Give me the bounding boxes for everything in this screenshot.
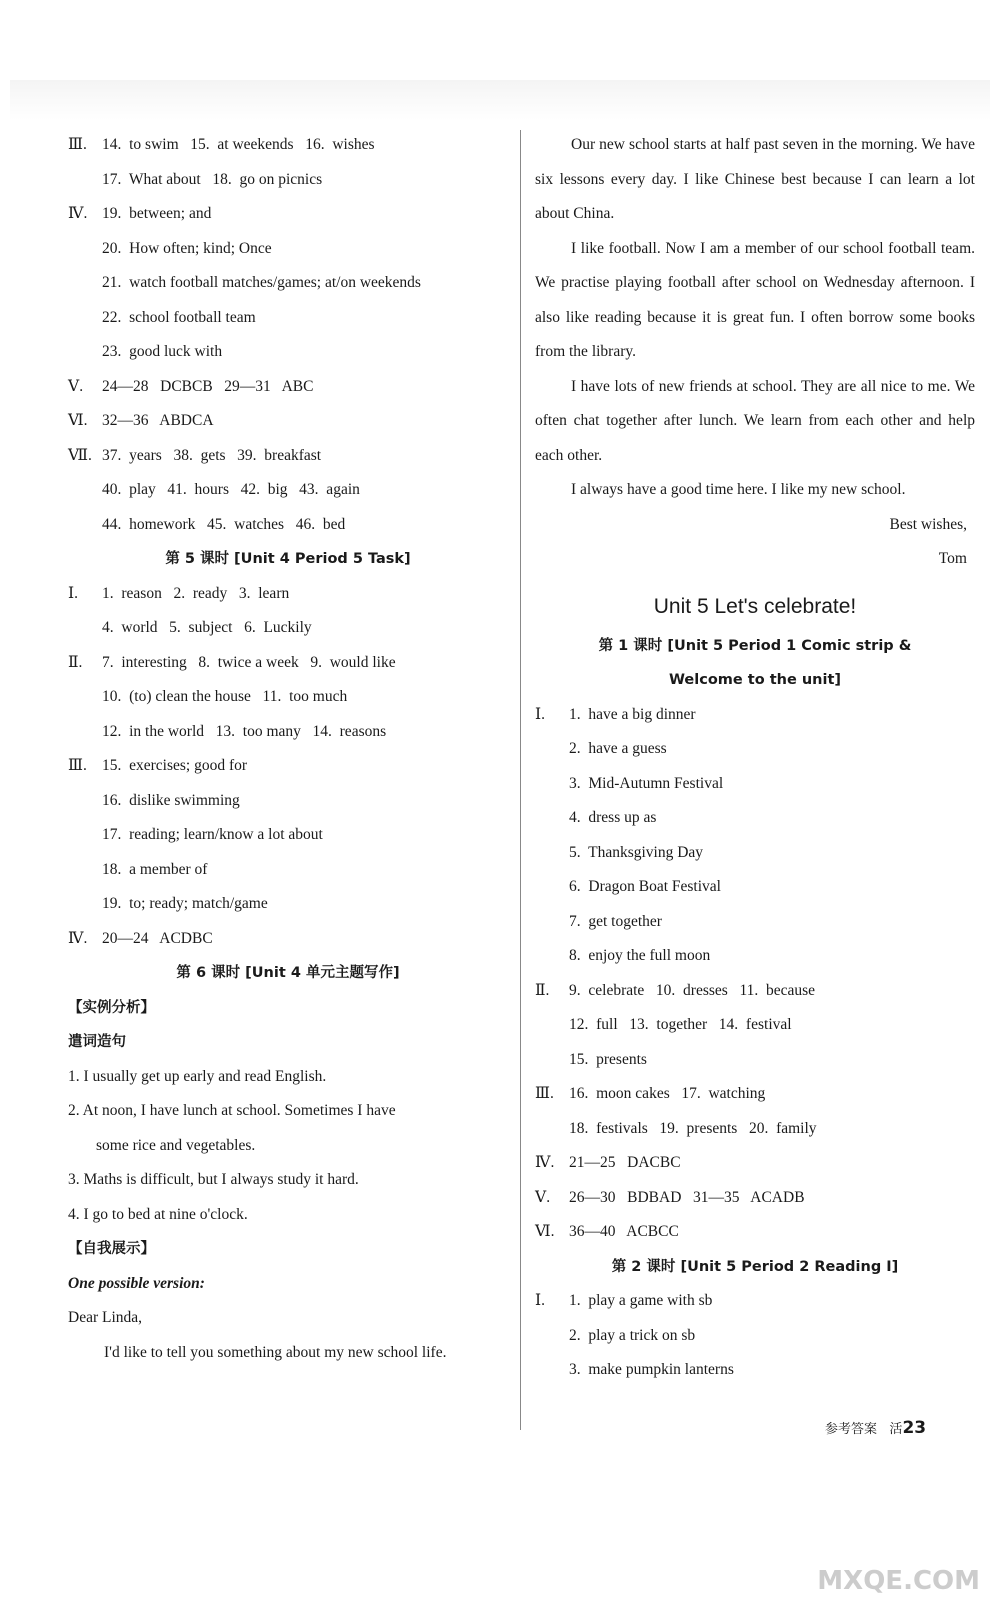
u4l5-line [68, 611, 508, 646]
answer-text: 36—40 ACBCC [569, 1223, 679, 1240]
section-numeral: Ⅴ. [68, 377, 84, 395]
answer-text: 1. have a big dinner [569, 705, 696, 723]
answer-text: 3. Mid-Autumn Festival [569, 774, 724, 792]
section-numeral: Ⅶ. [68, 446, 92, 464]
answer-text: 16. moon cakes 17. watching [569, 1085, 766, 1102]
section-numeral: Ⅲ. [68, 136, 87, 153]
answer-text: 16. dislike swimming [102, 791, 240, 809]
u4l4-line [68, 266, 508, 301]
answer-text: 7. get together [569, 912, 662, 930]
u4l5-line [68, 818, 508, 853]
watermark-logo: MXQE.COM [817, 1566, 980, 1596]
answer-text: 26—30 BDBAD 31—35 ACADB [569, 1188, 805, 1206]
u5l1-line [535, 1112, 975, 1147]
u4l4-line [68, 508, 508, 543]
answer-text: 20. How often; kind; Once [102, 239, 272, 257]
answer-text: 4. dress up as [569, 809, 657, 826]
letter-paragraph-5: I always have a good time here. I like my new school. [571, 481, 906, 498]
answer-text: 12. full 13. together 14. festival [569, 1016, 792, 1033]
u5l2-line [535, 1319, 975, 1354]
letter-paragraph-4: I have lots of new friends at school. They are all nice to me. We often chat together after lunch. We learn from each other and help each other. [535, 377, 975, 464]
u5l1-line [535, 870, 975, 905]
answer-block-unit4-lesson4 [68, 128, 508, 542]
u5l1-line [535, 1146, 975, 1181]
left-column [68, 128, 508, 1370]
answer-text: 4. world 5. subject 6. Luckily [102, 619, 312, 636]
answer-text: 19. to; ready; match/game [102, 895, 268, 912]
u4l5-line [68, 646, 508, 681]
u5l2-line [535, 1284, 975, 1319]
sentence-4: 4. I go to bed at nine o'clock. [68, 1205, 248, 1223]
u5l1-line [535, 974, 975, 1009]
u4l4-line [68, 163, 508, 198]
right-column [535, 128, 975, 1388]
section-numeral: Ⅳ. [68, 205, 88, 222]
answer-text: 15. exercises; good for [102, 757, 248, 774]
letter-paragraph-1: I'd like to tell you something about my new school life. [104, 1343, 447, 1361]
answer-text: 21. watch football matches/games; at/on weekends [102, 274, 421, 291]
u4l4-line [68, 128, 508, 163]
answer-text: 19. between; and [102, 205, 212, 222]
u4l5-line [68, 577, 508, 612]
section-numeral: Ⅲ. [68, 757, 87, 774]
answer-text: 23. good luck with [102, 343, 223, 360]
u4l4-line [68, 473, 508, 508]
section-numeral: Ⅳ. [535, 1154, 555, 1171]
u4l4-line [68, 404, 508, 439]
answer-text: 12. in the world 13. too many 14. reasons [102, 722, 387, 740]
section-numeral: Ⅰ. [535, 1292, 545, 1309]
u5l1-line [535, 1077, 975, 1112]
lesson5-heading: 第 5 课时 [Unit 4 Period 5 Task] [165, 551, 411, 567]
lesson1-heading-b: Welcome to the unit] [668, 672, 842, 688]
u5l1-line [535, 698, 975, 733]
sentence-label: 遣词造句 [68, 1034, 126, 1050]
u4l4-line [68, 335, 508, 370]
sentence-1: 1. I usually get up early and read English. [68, 1067, 327, 1085]
u5l1-line [535, 732, 975, 767]
show-label: 【自我展示】 [68, 1241, 155, 1257]
answer-text: 3. make pumpkin lanterns [569, 1361, 734, 1378]
u5l1-line [535, 1043, 975, 1078]
u5l1-line [535, 801, 975, 836]
answer-text: 2. have a guess [569, 740, 667, 757]
letter-paragraph-2: Our new school starts at half past seven in the morning. We have six lessons every day. I like Chinese best because I can learn a lot about China. [535, 136, 975, 222]
section-numeral: Ⅵ. [68, 412, 88, 429]
sentence-2: 2. At noon, I have lunch at school. Sometimes I have [68, 1102, 396, 1119]
answer-text: 18. a member of [102, 860, 208, 878]
lesson1-heading-a: 第 1 课时 [Unit 5 Period 1 Comic strip & [598, 637, 912, 654]
u5l1-line [535, 836, 975, 871]
answer-text: 32—36 ABDCA [102, 412, 214, 429]
answer-text: 9. celebrate 10. dresses 11. because [569, 981, 816, 999]
u4l4-line [68, 439, 508, 474]
answer-text: 20—24 ACDBC [102, 929, 213, 947]
u5l1-line [535, 767, 975, 802]
answer-text: 18. festivals 19. presents 20. family [569, 1119, 817, 1137]
u5l1-line [535, 1008, 975, 1043]
section-numeral: Ⅳ. [68, 929, 88, 947]
answer-text: 17. reading; learn/know a lot about [102, 826, 323, 843]
answer-text: 40. play 41. hours 42. big 43. again [102, 481, 360, 498]
answer-text: 8. enjoy the full moon [569, 947, 711, 964]
u4l5-line [68, 922, 508, 957]
u4l5-line [68, 887, 508, 922]
answer-text: 14. to swim 15. at weekends 16. wishes [102, 136, 375, 153]
answer-text: 22. school football team [102, 308, 256, 326]
sentence-3: 3. Maths is difficult, but I always study it hard. [68, 1171, 359, 1188]
u5l1-line [535, 1215, 975, 1250]
section-numeral: Ⅲ. [535, 1085, 554, 1102]
answer-text: 17. What about 18. go on picnics [102, 170, 323, 188]
scan-shadow [10, 80, 990, 120]
letter-closing: Best wishes, [889, 515, 967, 533]
answer-text: 5. Thanksgiving Day [569, 843, 704, 861]
answer-text: 10. (to) clean the house 11. too much [102, 688, 348, 705]
column-divider [520, 130, 521, 1430]
sentence-2-cont: some rice and vegetables. [96, 1136, 256, 1154]
footer-label: 参考答案 [825, 1422, 878, 1437]
answer-text: 37. years 38. gets 39. breakfast [102, 446, 322, 464]
page-footer [825, 1418, 926, 1438]
answer-block-unit5-lesson2 [535, 1284, 975, 1388]
section-numeral: Ⅵ. [535, 1223, 555, 1240]
answer-block-unit5-lesson1 [535, 698, 975, 1250]
u4l4-line [68, 370, 508, 405]
answer-text: 1. play a game with sb [569, 1292, 713, 1309]
answer-text: 6. Dragon Boat Festival [569, 878, 721, 895]
answer-block-unit4-lesson5 [68, 577, 508, 957]
section-numeral: Ⅱ. [68, 653, 83, 671]
lesson6-heading: 第 6 课时 [Unit 4 单元主题写作] [176, 965, 400, 981]
u4l5-line [68, 784, 508, 819]
answer-text: 2. play a trick on sb [569, 1326, 696, 1344]
answer-text: 15. presents [569, 1050, 647, 1068]
section-numeral: Ⅰ. [68, 584, 78, 602]
footer-prefix: 活 [889, 1422, 903, 1437]
u5l1-line [535, 905, 975, 940]
analysis-label: 【实例分析】 [68, 999, 155, 1016]
answer-text: 44. homework 45. watches 46. bed [102, 515, 346, 533]
letter-signature: Tom [938, 550, 967, 567]
version-label: One possible version: [68, 1274, 205, 1292]
answer-text: 24—28 DCBCB 29—31 ABC [102, 377, 314, 395]
u4l5-line [68, 853, 508, 888]
u4l4-line [68, 232, 508, 267]
answer-text: 21—25 DACBC [569, 1154, 681, 1171]
section-numeral: Ⅴ. [535, 1188, 551, 1206]
u5l2-line [535, 1353, 975, 1388]
letter-greeting: Dear Linda, [68, 1309, 143, 1326]
u5l1-line [535, 1181, 975, 1216]
u5l1-line [535, 939, 975, 974]
u4l4-line [68, 197, 508, 232]
u4l4-line [68, 301, 508, 336]
letter-paragraph-3: I like football. Now I am a member of our school football team. We practise playing football after school on Wednesday afternoon. I also like reading because it is great fun. I often borrow some books from the library. [535, 239, 975, 360]
unit5-title: Unit 5 Let's celebrate! [653, 594, 857, 618]
section-numeral: Ⅱ. [535, 981, 550, 999]
u4l5-line [68, 749, 508, 784]
page-number: 23 [902, 1418, 927, 1438]
lesson2-heading: 第 2 课时 [Unit 5 Period 2 Reading Ⅰ] [611, 1258, 899, 1275]
section-numeral: Ⅰ. [535, 705, 545, 723]
answer-text: 7. interesting 8. twice a week 9. would like [102, 653, 396, 671]
u4l5-line [68, 680, 508, 715]
u4l5-line [68, 715, 508, 750]
answer-text: 1. reason 2. ready 3. learn [102, 584, 290, 602]
